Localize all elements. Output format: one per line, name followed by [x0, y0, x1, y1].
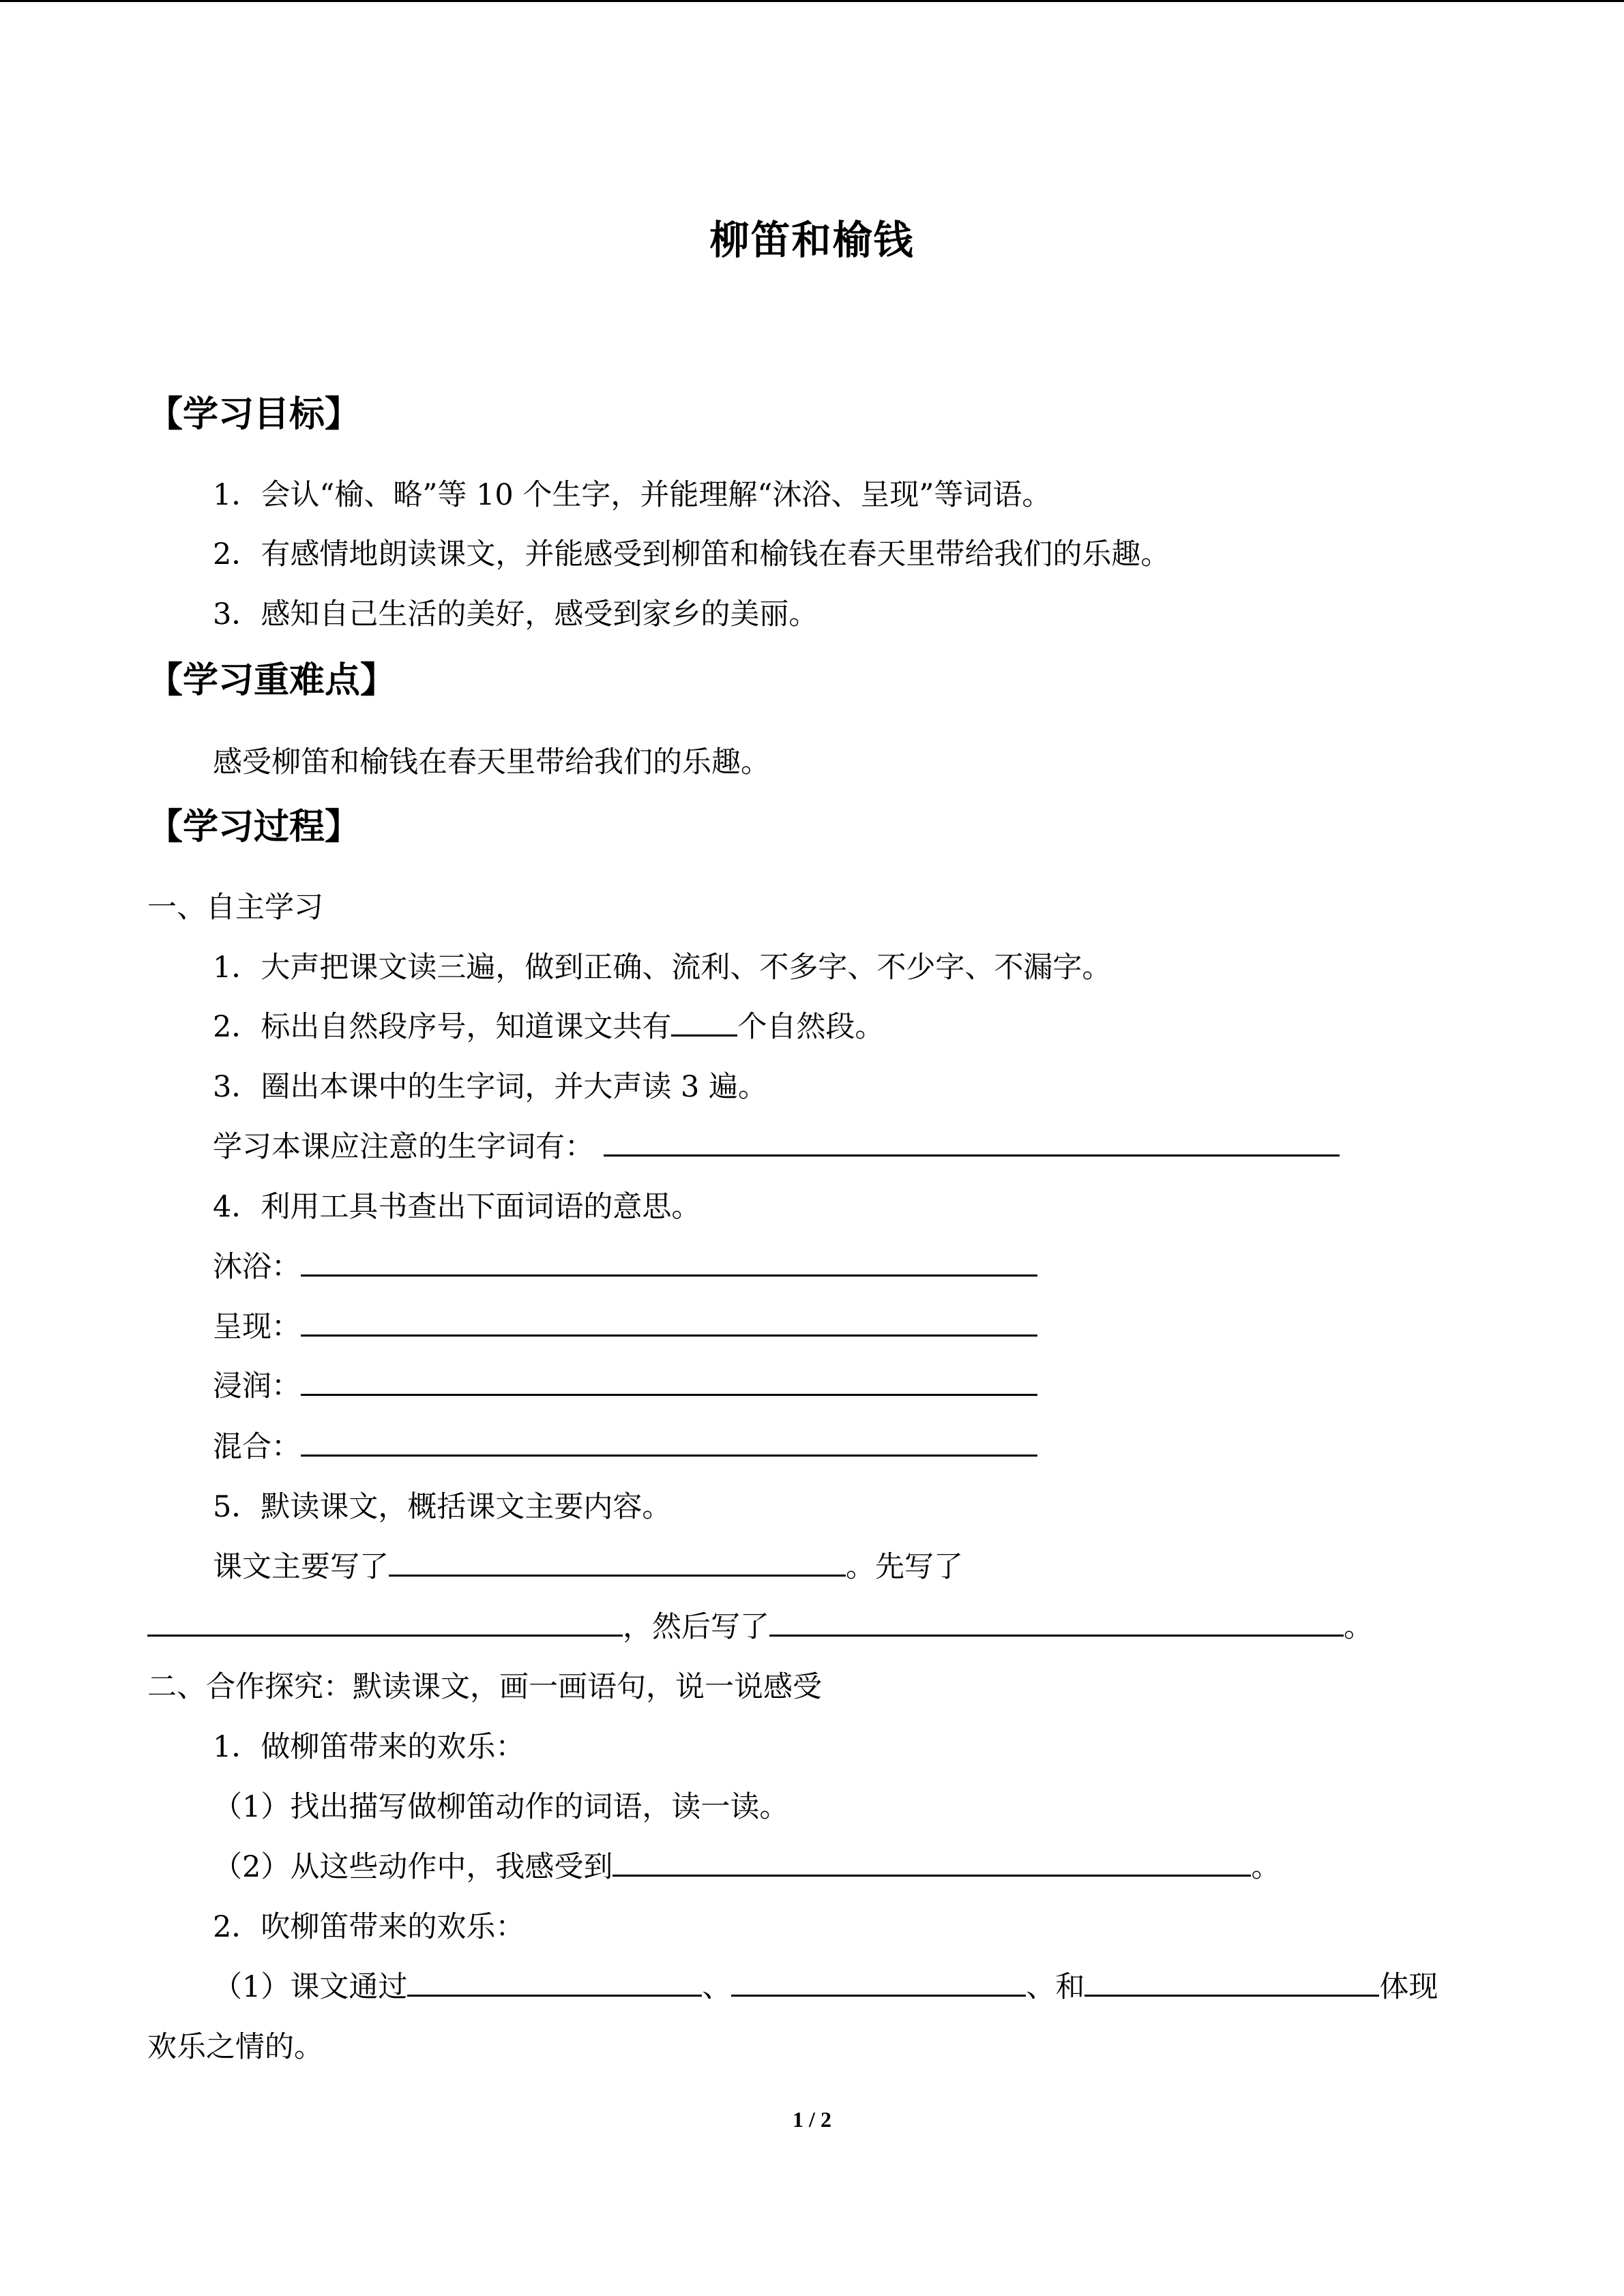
word-row-jinrun	[213, 1362, 1037, 1410]
part1-item-4: 4．利用工具书查出下面词语的意思。	[213, 1190, 701, 1224]
objective-item-1: 1．会认“榆、略”等 10 个生字，并能理解“沐浴、呈现”等词语。	[213, 478, 1052, 512]
feeling-prefix: （2）从这些动作中，我感受到	[213, 1850, 613, 1884]
new-words-label: 学习本课应注意的生字词有：	[213, 1130, 594, 1164]
main-content-first-label: 。先写了	[846, 1550, 963, 1584]
new-words-blank[interactable]	[604, 1124, 1340, 1157]
word-row-chengxian	[213, 1303, 1037, 1351]
main-content-blank[interactable]	[389, 1545, 846, 1577]
word-meaning-blank-chengxian[interactable]	[301, 1304, 1037, 1337]
part1-item-2-text: 2．标出自然段序号，知道课文共有	[213, 1010, 672, 1044]
page-number: 1 / 2	[793, 2107, 831, 2132]
part2-item-2: 2．吹柳笛带来的欢乐：	[213, 1910, 525, 1944]
word-meaning-blank-jinrun[interactable]	[301, 1364, 1037, 1396]
part1-item-2-suffix: 个自然段。	[737, 1010, 885, 1044]
joy-suffix: 体现	[1379, 1970, 1438, 2004]
part2-title: 二、合作探究：默读课文，画一画语句，说一说感受	[147, 1670, 822, 1704]
joy-separator-2: 、和	[1026, 1970, 1085, 2004]
part1-title: 一、自主学习	[147, 891, 323, 925]
page-title: 柳笛和榆钱	[709, 217, 915, 263]
part2-item-1-sub-2	[213, 1843, 1280, 1891]
joy-blank-3[interactable]	[1084, 1965, 1379, 1997]
word-label-chengxian: 呈现：	[213, 1310, 301, 1344]
joy-prefix: （1）课文通过	[213, 1970, 408, 2004]
part2-item-1: 1．做柳笛带来的欢乐：	[213, 1730, 525, 1764]
feeling-blank[interactable]	[612, 1845, 1251, 1877]
then-written-blank[interactable]	[769, 1605, 1344, 1637]
new-words-row	[213, 1123, 1340, 1171]
paragraph-count-blank[interactable]	[671, 1004, 737, 1037]
word-label-hunhe: 混合：	[213, 1430, 301, 1464]
feeling-end-mark: 。	[1251, 1850, 1281, 1884]
section-heading-process: 【学习过程】	[147, 807, 361, 848]
objective-item-2: 2．有感情地朗读课文，并能感受到柳笛和榆钱在春天里带给我们的乐趣。	[213, 537, 1170, 571]
part1-item-2	[213, 1003, 884, 1051]
first-written-blank[interactable]	[147, 1605, 623, 1637]
main-content-prefix: 课文主要写了	[213, 1550, 389, 1584]
part2-item-1-sub-1: （1）找出描写做柳笛动作的词语，读一读。	[213, 1790, 789, 1824]
main-content-end-mark: 。	[1344, 1610, 1373, 1644]
section-heading-objectives: 【学习目标】	[147, 394, 361, 435]
joy-blank-1[interactable]	[407, 1965, 702, 1997]
top-border-rule	[0, 0, 1624, 2]
main-content-line-1	[213, 1543, 963, 1591]
word-meaning-blank-hunhe[interactable]	[301, 1425, 1037, 1457]
part1-item-1: 1．大声把课文读三遍，做到正确、流利、不多字、不少字、不漏字。	[213, 951, 1112, 985]
objective-item-3: 3．感知自己生活的美好，感受到家乡的美丽。	[213, 597, 818, 631]
section-heading-key-points: 【学习重难点】	[147, 660, 396, 701]
word-row-muyu	[213, 1243, 1037, 1291]
part2-item-2-sub-1	[213, 1963, 1438, 2011]
joy-separator-1: 、	[702, 1970, 732, 2004]
main-content-line-2	[147, 1603, 1373, 1651]
then-written-label: ，然后写了	[623, 1610, 769, 1644]
word-label-muyu: 沐浴：	[213, 1250, 301, 1284]
part2-item-2-sub-1-continued: 欢乐之情的。	[147, 2030, 323, 2064]
word-label-jinrun: 浸润：	[213, 1369, 301, 1403]
word-meaning-blank-muyu[interactable]	[301, 1244, 1037, 1277]
part1-item-5: 5．默读课文，概括课文主要内容。	[213, 1490, 672, 1524]
part1-item-3: 3．圈出本课中的生字词，并大声读 3 遍。	[213, 1070, 768, 1104]
joy-blank-2[interactable]	[731, 1965, 1026, 1997]
word-row-hunhe	[213, 1423, 1037, 1471]
key-points-text: 感受柳笛和榆钱在春天里带给我们的乐趣。	[213, 745, 770, 779]
